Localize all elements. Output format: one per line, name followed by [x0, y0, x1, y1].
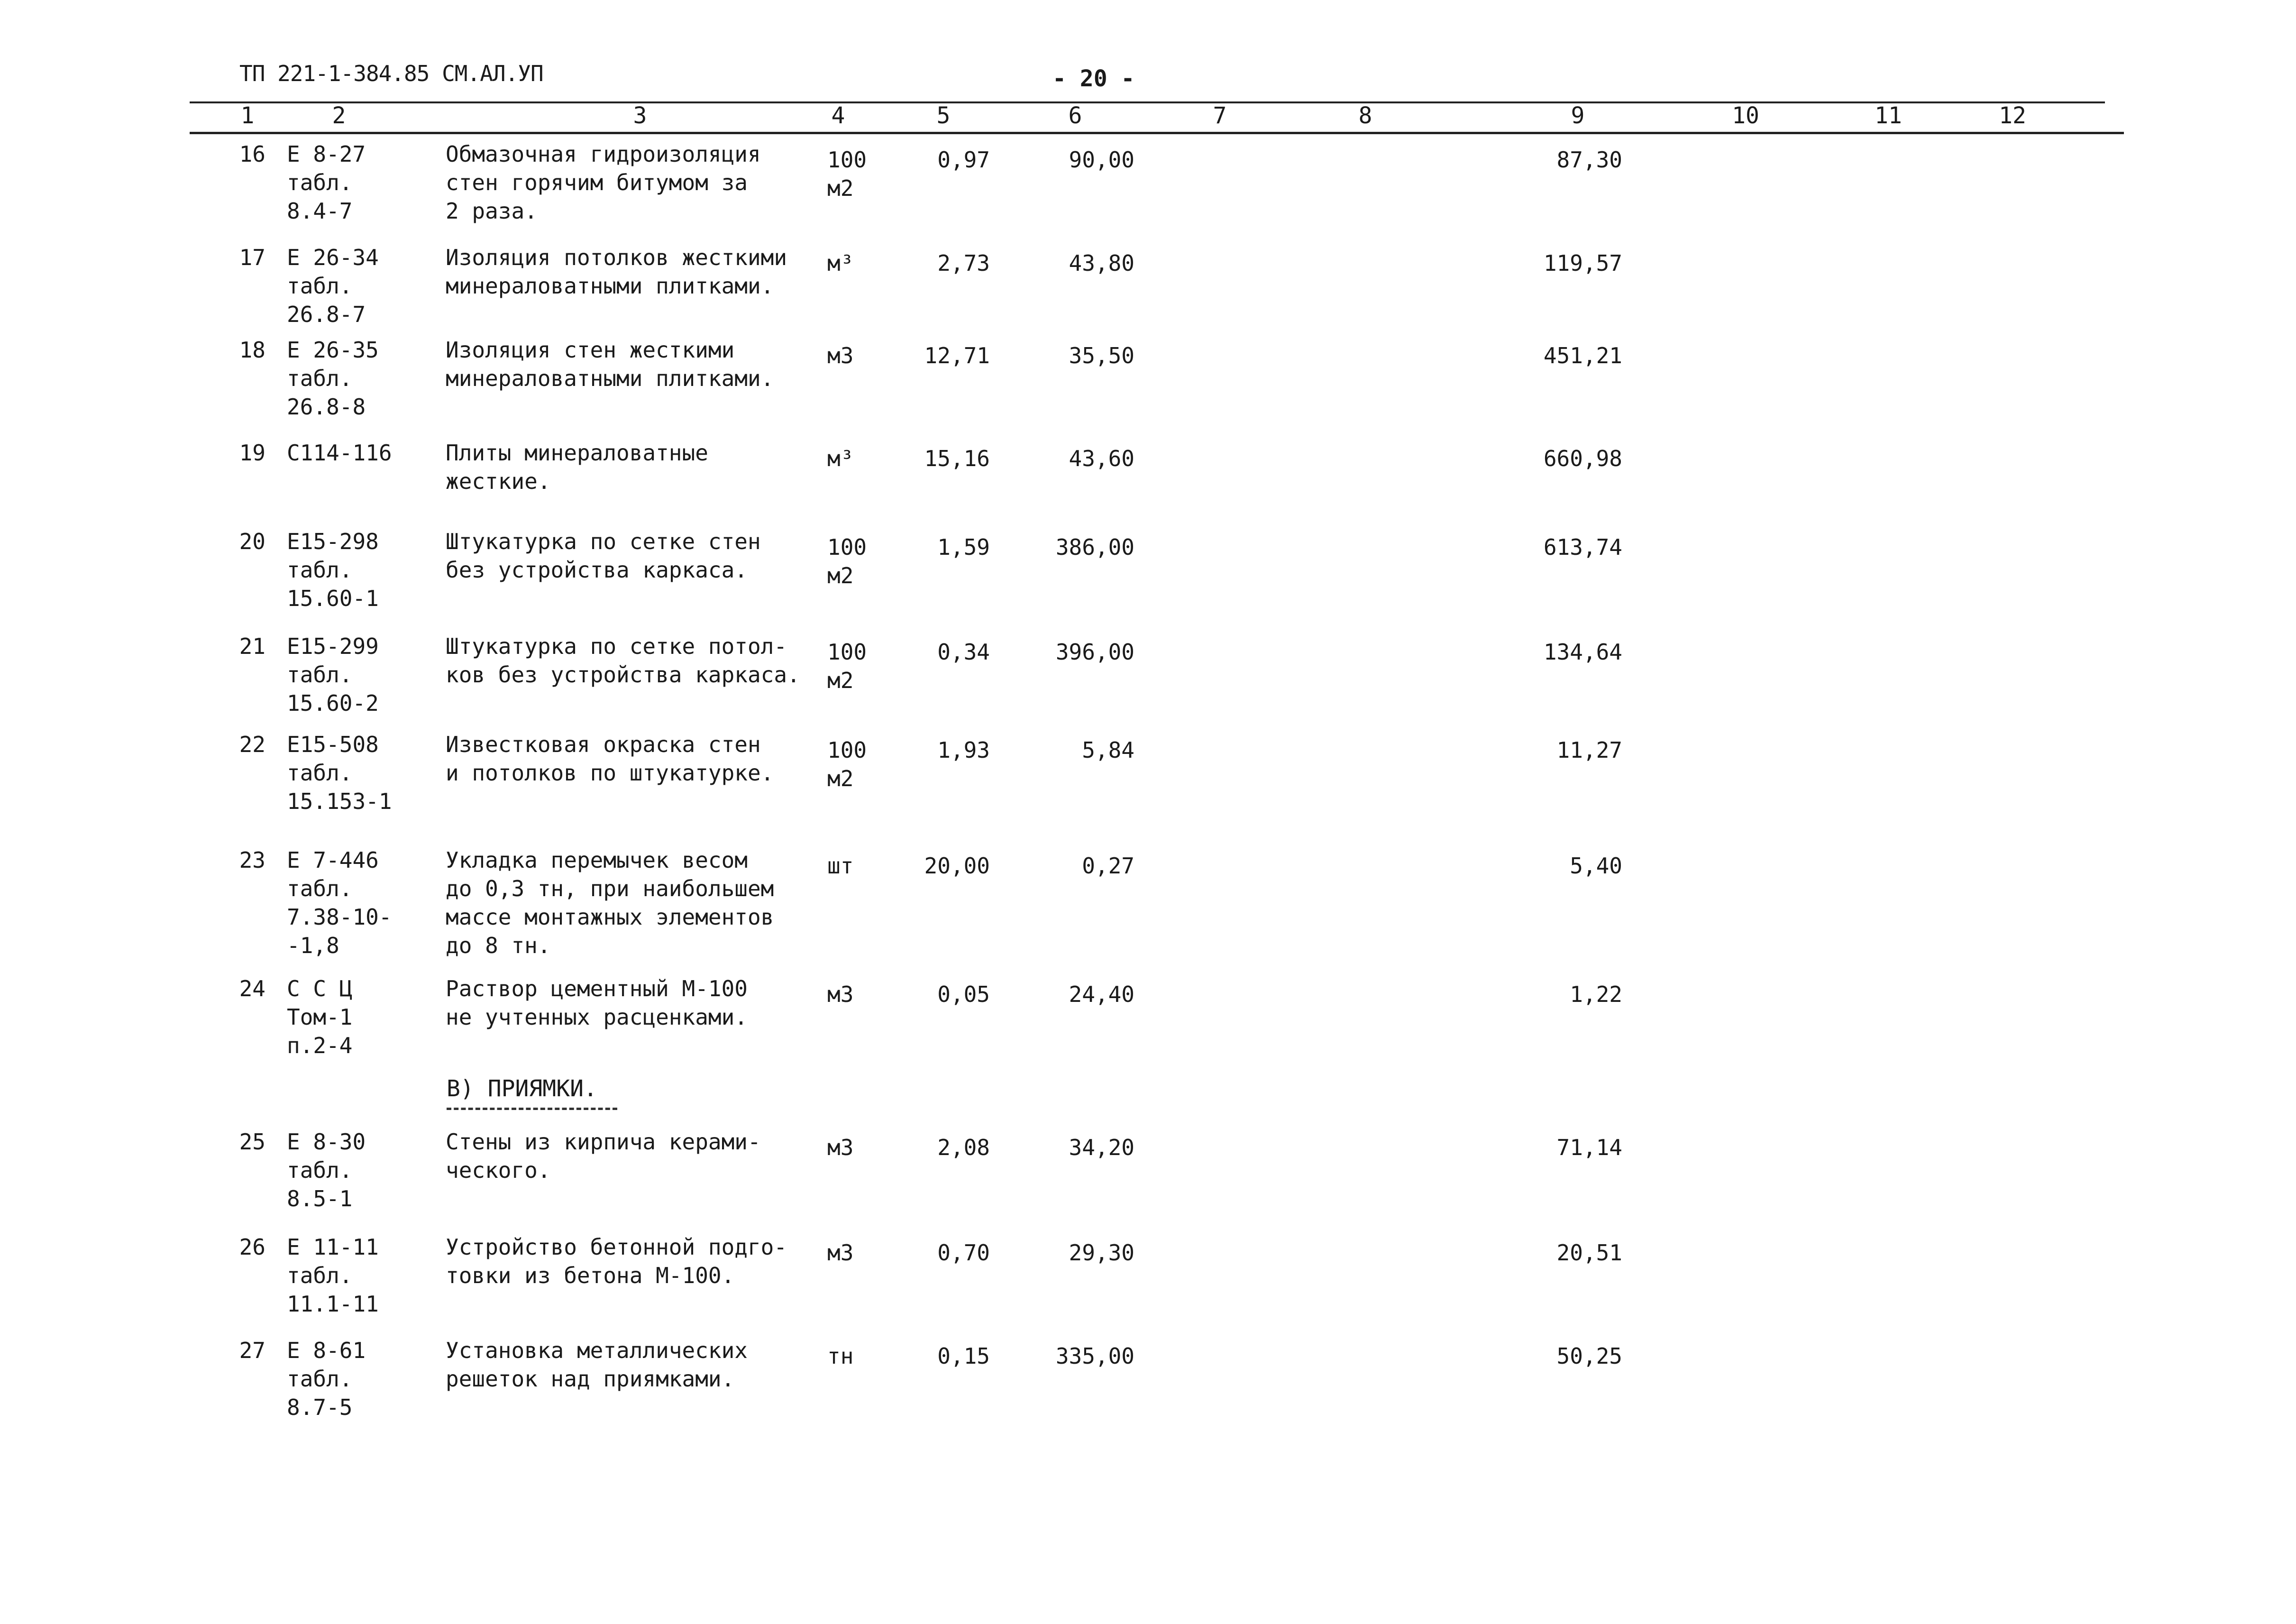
norm-reference	[287, 527, 379, 613]
work-description-line: Изоляция стен жесткими	[446, 337, 735, 363]
unit-of-measure-line: 100	[827, 737, 867, 763]
norm-reference-line: Том-1	[287, 1004, 353, 1030]
unit-of-measure-line: шт	[827, 853, 854, 879]
row-number: 19	[239, 440, 265, 466]
unit-price: 396,00	[1055, 639, 1134, 665]
norm-reference-line: -1,8	[287, 933, 339, 958]
norm-reference-line: С114-116	[287, 440, 392, 466]
unit-of-measure	[827, 249, 853, 277]
work-description-line: Штукатурка по сетке потол-	[446, 633, 787, 659]
column-number: 12	[1999, 102, 2026, 129]
row-number: 21	[239, 633, 265, 659]
work-description-line: ков без устройства каркаса.	[446, 662, 800, 688]
total-cost: 5,40	[1570, 853, 1622, 879]
page-number: - 20 -	[1052, 65, 1135, 92]
row-number: 20	[239, 529, 265, 554]
norm-reference	[287, 974, 352, 1060]
subsection-title: В) ПРИЯМКИ.	[447, 1075, 597, 1102]
norm-reference-line: Е15-298	[287, 529, 379, 554]
work-description-line: и потолков по штукатурке.	[446, 760, 774, 786]
work-description-line: Раствор цементный М-100	[446, 976, 748, 1001]
total-cost: 1,22	[1570, 982, 1622, 1007]
norm-reference-line: 26.8-7	[287, 302, 366, 327]
unit-of-measure	[827, 1239, 853, 1267]
column-number: 11	[1875, 102, 1902, 129]
norm-reference	[287, 1233, 379, 1318]
unit-of-measure	[827, 146, 867, 202]
column-number: 2	[332, 102, 346, 129]
work-description-line: до 8 тн.	[446, 933, 551, 958]
row-number: 25	[239, 1129, 265, 1155]
total-cost: 660,98	[1543, 446, 1622, 471]
work-description	[446, 243, 787, 300]
quantity: 1,59	[937, 534, 990, 560]
document-code: ТП 221-1-384.85 СМ.АЛ.УП	[239, 61, 543, 86]
unit-price: 386,00	[1055, 534, 1134, 560]
column-number: 1	[240, 102, 255, 129]
unit-of-measure	[827, 980, 853, 1009]
unit-of-measure-line: м3	[827, 1240, 854, 1266]
norm-reference-line: 11.1-11	[287, 1291, 379, 1317]
subsection-underline	[447, 1108, 617, 1110]
total-cost: 71,14	[1556, 1135, 1622, 1160]
work-description-line: Обмазочная гидроизоляция	[446, 141, 761, 167]
work-description-line: решеток над приямками.	[446, 1366, 735, 1392]
work-description	[446, 527, 761, 584]
norm-reference-line: Е 8-27	[287, 141, 366, 167]
norm-reference	[287, 846, 392, 960]
norm-reference-line: Е15-299	[287, 633, 379, 659]
unit-of-measure	[827, 736, 867, 793]
quantity: 2,73	[937, 250, 990, 276]
total-cost: 20,51	[1556, 1240, 1622, 1266]
norm-reference	[287, 140, 366, 225]
column-number: 4	[831, 102, 845, 129]
work-description-line: без устройства каркаса.	[446, 557, 748, 583]
column-number: 7	[1213, 102, 1227, 129]
quantity: 0,05	[937, 982, 990, 1007]
unit-price: 34,20	[1069, 1135, 1134, 1160]
work-description-line: ческого.	[446, 1157, 551, 1183]
work-description-line: Штукатурка по сетке стен	[446, 529, 761, 554]
work-description-line: минераловатными плитками.	[446, 366, 774, 391]
unit-of-measure-line: м2	[827, 175, 854, 201]
work-description-line: не учтенных расценками.	[446, 1004, 748, 1030]
norm-reference-line: С С Ц	[287, 976, 353, 1001]
unit-of-measure-line: 100	[827, 639, 867, 665]
norm-reference-line: 26.8-8	[287, 394, 366, 420]
work-description	[446, 974, 748, 1031]
header-rule-bottom	[190, 132, 2124, 134]
column-number: 3	[633, 102, 647, 129]
work-description	[446, 336, 774, 393]
unit-price: 24,40	[1069, 982, 1134, 1007]
unit-price: 335,00	[1055, 1343, 1134, 1369]
norm-reference-line: табл.	[287, 557, 353, 583]
quantity: 0,15	[937, 1343, 990, 1369]
column-number: 10	[1732, 102, 1759, 129]
quantity: 15,16	[924, 446, 990, 471]
quantity: 20,00	[924, 853, 990, 879]
total-cost: 11,27	[1556, 737, 1622, 763]
unit-price: 43,80	[1069, 250, 1134, 276]
unit-price: 29,30	[1069, 1240, 1134, 1266]
norm-reference-line: Е 8-30	[287, 1129, 366, 1155]
norm-reference-line: 7.38-10-	[287, 904, 392, 930]
work-description-line: до 0,3 тн, при наибольшем	[446, 876, 774, 901]
norm-reference-line: табл.	[287, 1157, 353, 1183]
norm-reference-line: Е 8-61	[287, 1338, 366, 1363]
column-number-row	[0, 101, 2296, 132]
quantity: 12,71	[924, 343, 990, 368]
norm-reference-line: табл.	[287, 662, 353, 688]
row-number: 24	[239, 976, 265, 1001]
work-description	[446, 846, 774, 960]
unit-of-measure-line: м3	[827, 343, 854, 368]
norm-reference-line: табл.	[287, 1366, 353, 1392]
quantity: 0,34	[937, 639, 990, 665]
column-number: 8	[1358, 102, 1372, 129]
work-description-line: Известковая окраска стен	[446, 732, 761, 757]
quantity: 2,08	[937, 1135, 990, 1160]
work-description	[446, 1233, 787, 1290]
unit-of-measure	[827, 1342, 853, 1370]
norm-reference	[287, 336, 379, 421]
norm-reference-line: 15.60-1	[287, 586, 379, 611]
row-number: 22	[239, 732, 265, 757]
unit-price: 35,50	[1069, 343, 1134, 368]
norm-reference-line: табл.	[287, 760, 353, 786]
norm-reference-line: табл.	[287, 273, 353, 299]
norm-reference-line: 15.153-1	[287, 789, 392, 814]
norm-reference-line: табл.	[287, 366, 353, 391]
quantity: 0,97	[937, 147, 990, 173]
unit-price: 0,27	[1082, 853, 1134, 879]
unit-of-measure-line: м2	[827, 766, 854, 791]
column-number: 6	[1068, 102, 1082, 129]
row-number: 16	[239, 141, 265, 167]
work-description	[446, 140, 761, 225]
unit-of-measure-line: м³	[827, 250, 854, 276]
total-cost: 119,57	[1543, 250, 1622, 276]
unit-price: 43,60	[1069, 446, 1134, 471]
norm-reference-line: п.2-4	[287, 1033, 353, 1058]
unit-of-measure	[827, 341, 853, 370]
work-description-line: Изоляция потолков жесткими	[446, 245, 787, 270]
norm-reference-line: 15.60-2	[287, 690, 379, 716]
unit-of-measure-line: 100	[827, 534, 867, 560]
column-number: 9	[1571, 102, 1585, 129]
total-cost: 451,21	[1543, 343, 1622, 368]
work-description-line: 2 раза.	[446, 198, 538, 224]
work-description	[446, 439, 708, 495]
norm-reference-line: Е15-508	[287, 732, 379, 757]
norm-reference	[287, 632, 379, 717]
unit-of-measure-line: 100	[827, 147, 867, 173]
norm-reference-line: Е 26-34	[287, 245, 379, 270]
unit-of-measure-line: м³	[827, 446, 854, 471]
unit-of-measure	[827, 444, 853, 473]
work-description	[446, 1128, 761, 1184]
total-cost: 613,74	[1543, 534, 1622, 560]
column-number: 5	[936, 102, 951, 129]
unit-of-measure-line: тн	[827, 1343, 854, 1369]
unit-price: 90,00	[1069, 147, 1134, 173]
unit-of-measure-line: м2	[827, 668, 854, 693]
unit-of-measure	[827, 1133, 853, 1162]
norm-reference-line: табл.	[287, 876, 353, 901]
work-description	[446, 1336, 748, 1393]
norm-reference-line: Е 26-35	[287, 337, 379, 363]
work-description-line: Установка металлических	[446, 1338, 748, 1363]
work-description-line: массе монтажных элементов	[446, 904, 774, 930]
unit-of-measure-line: м2	[827, 563, 854, 588]
unit-of-measure-line: м3	[827, 1135, 854, 1160]
work-description	[446, 632, 800, 689]
work-description-line: жесткие.	[446, 468, 551, 494]
norm-reference	[287, 1336, 366, 1422]
norm-reference-line: табл.	[287, 170, 353, 195]
work-description	[446, 730, 774, 787]
norm-reference-line: 8.7-5	[287, 1395, 353, 1420]
row-number: 26	[239, 1234, 265, 1260]
unit-of-measure	[827, 852, 853, 880]
norm-reference	[287, 439, 392, 467]
norm-reference	[287, 243, 379, 329]
work-description-line: Устройство бетонной подго-	[446, 1234, 787, 1260]
norm-reference-line: табл.	[287, 1263, 353, 1288]
row-number: 27	[239, 1338, 265, 1363]
work-description-line: Укладка перемычек весом	[446, 847, 748, 873]
work-description-line: Плиты минераловатные	[446, 440, 708, 466]
total-cost: 134,64	[1543, 639, 1622, 665]
norm-reference-line: 8.4-7	[287, 198, 353, 224]
work-description-line: Стены из кирпича керами-	[446, 1129, 761, 1155]
norm-reference-line: 8.5-1	[287, 1186, 353, 1211]
total-cost: 87,30	[1556, 147, 1622, 173]
quantity: 0,70	[937, 1240, 990, 1266]
quantity: 1,93	[937, 737, 990, 763]
unit-of-measure	[827, 533, 867, 590]
work-description-line: стен горячим битумом за	[446, 170, 748, 195]
row-number: 23	[239, 847, 265, 873]
row-number: 18	[239, 337, 265, 363]
unit-of-measure	[827, 638, 867, 695]
norm-reference-line: Е 7-446	[287, 847, 379, 873]
unit-price: 5,84	[1082, 737, 1134, 763]
norm-reference-line: Е 11-11	[287, 1234, 379, 1260]
work-description-line: минераловатными плитками.	[446, 273, 774, 299]
row-number: 17	[239, 245, 265, 270]
total-cost: 50,25	[1556, 1343, 1622, 1369]
unit-of-measure-line: м3	[827, 982, 854, 1007]
norm-reference	[287, 730, 392, 816]
work-description-line: товки из бетона М-100.	[446, 1263, 735, 1288]
norm-reference	[287, 1128, 366, 1213]
